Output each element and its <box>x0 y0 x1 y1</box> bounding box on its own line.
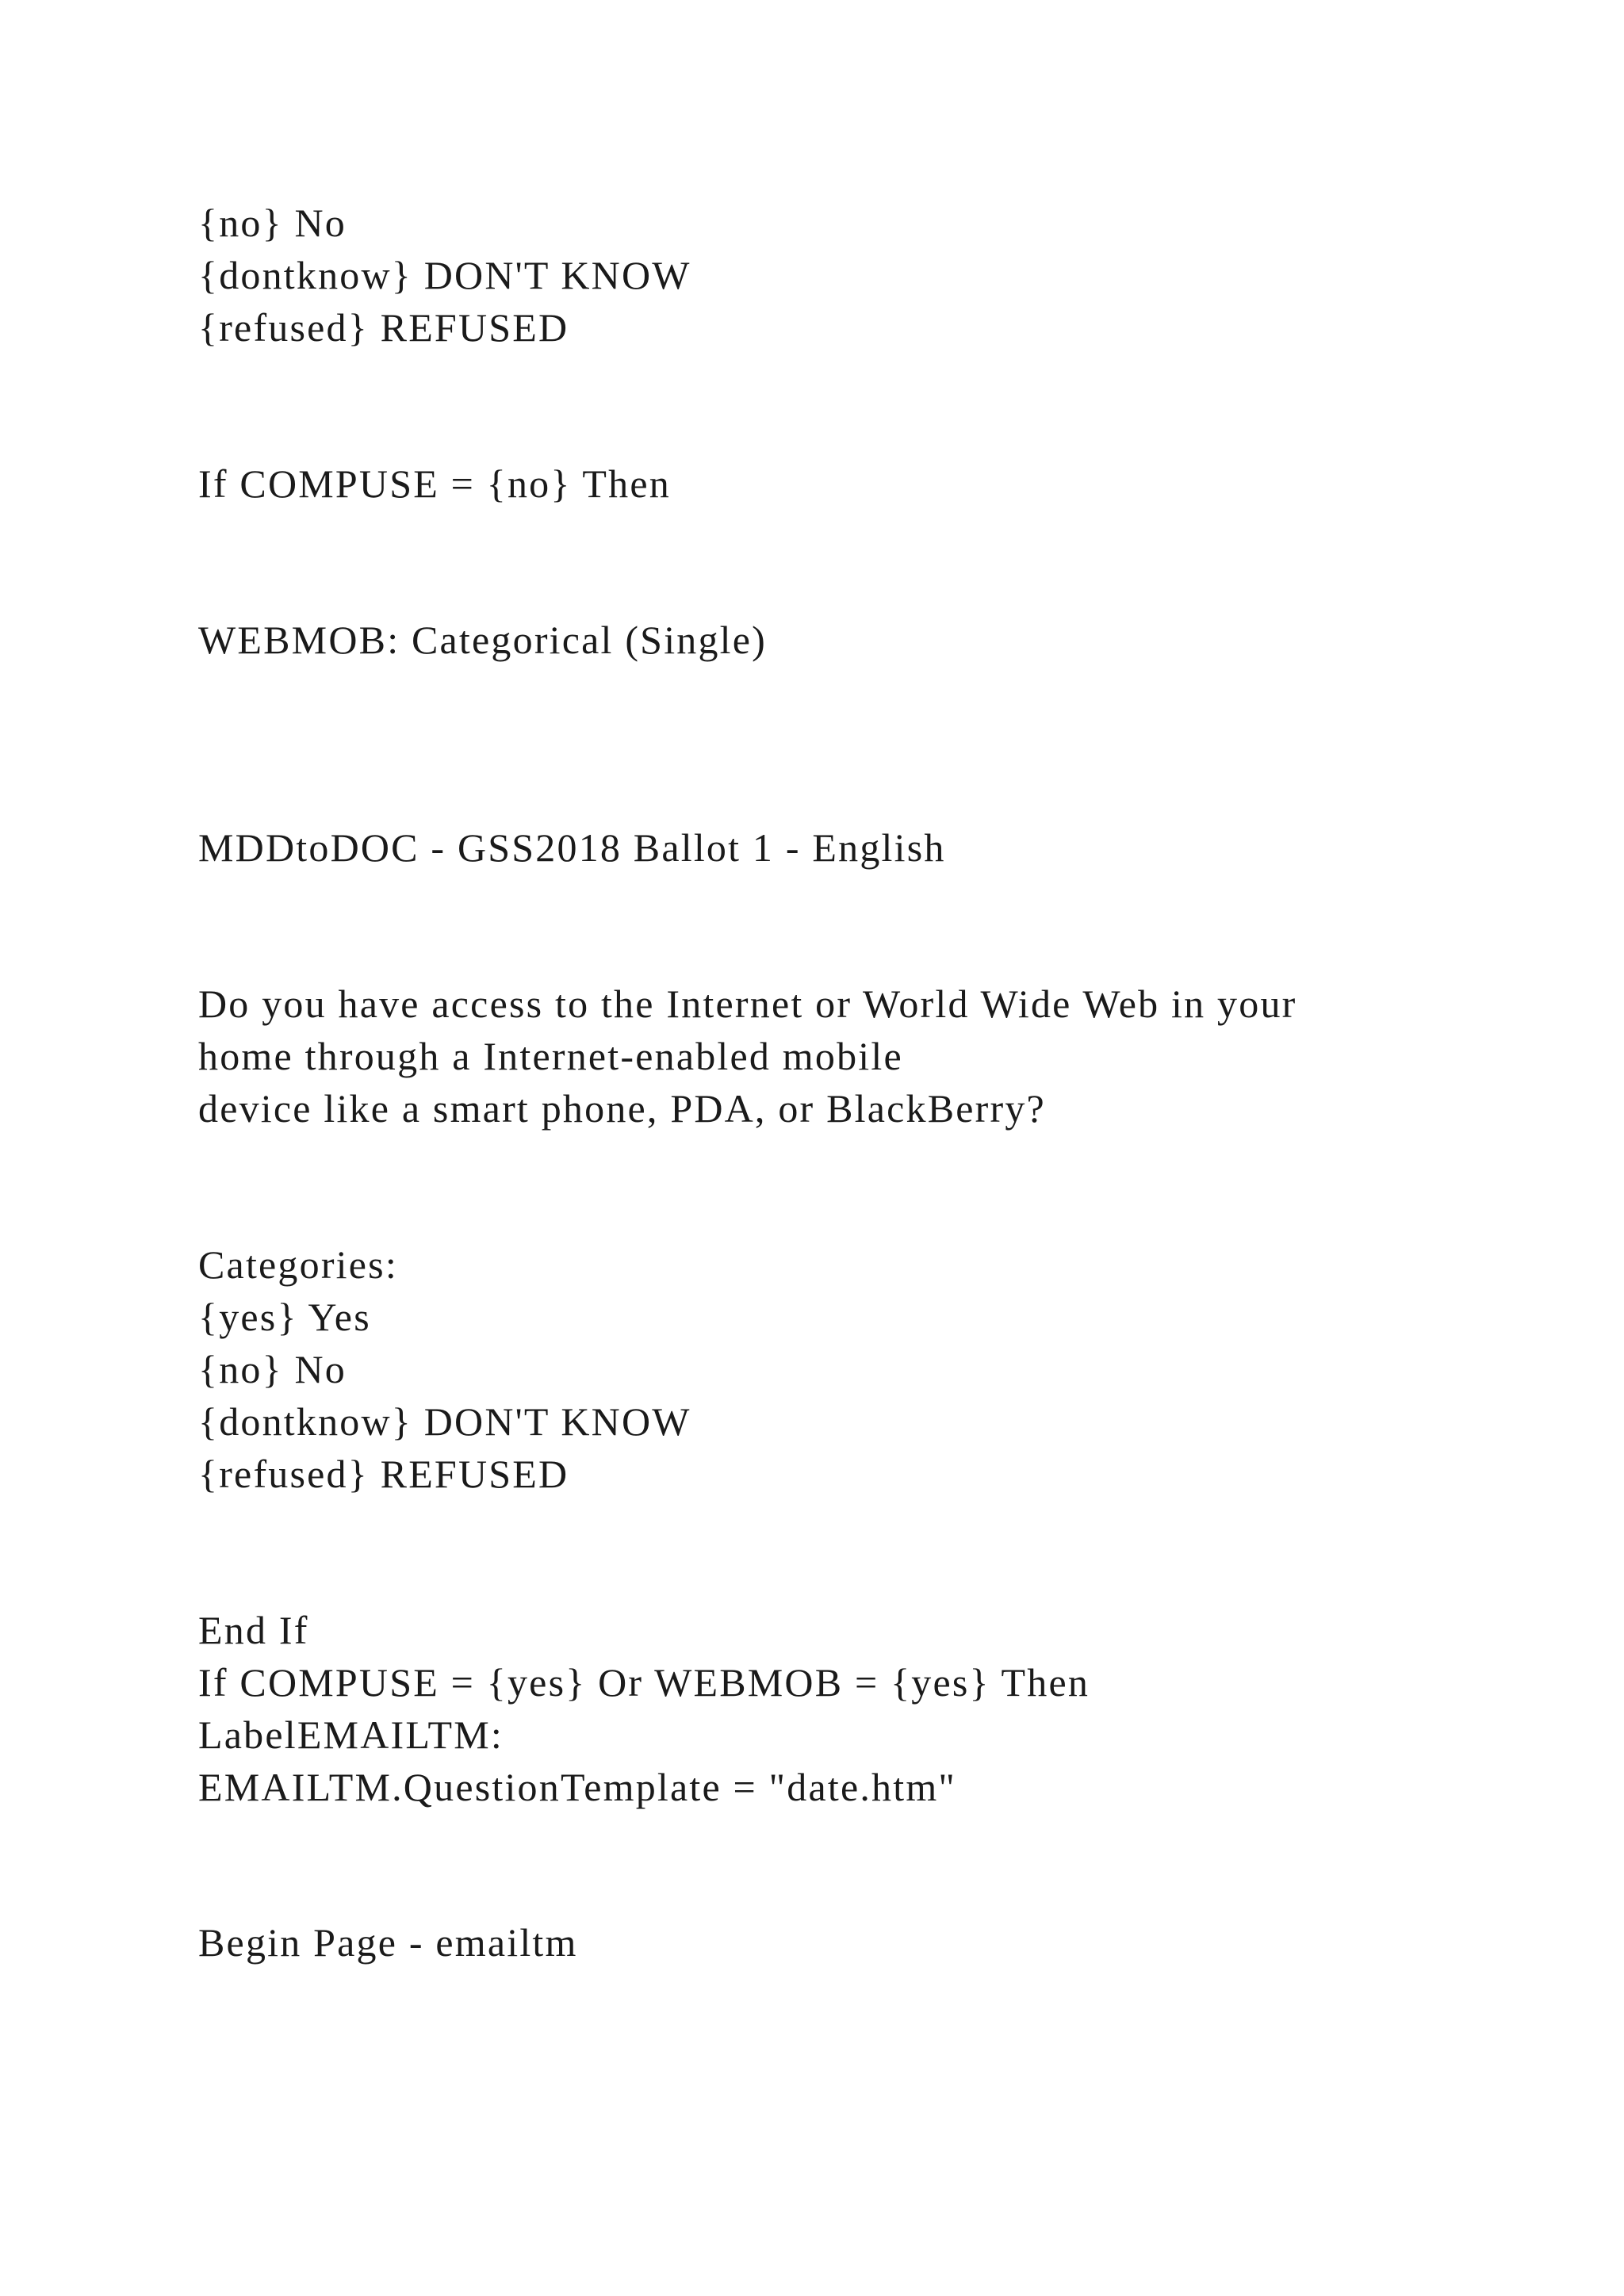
end-if-line: End If <box>198 1608 309 1652</box>
condition-compuse-no: If COMPUSE = {no} Then <box>198 461 671 506</box>
label-line: LabelEMAILTM: <box>198 1712 504 1757</box>
category-option-refused: {refused} REFUSED <box>198 1452 569 1496</box>
category-option-no: {no} No <box>198 1347 347 1391</box>
document-header: MDDtoDOC - GSS2018 Ballot 1 - English <box>198 825 946 870</box>
webmob-question-heading: WEBMOB: Categorical (Single) <box>198 618 768 662</box>
begin-page-line: Begin Page - emailtm <box>198 1920 578 1965</box>
category-option-no: {no} No <box>198 201 347 245</box>
category-list <box>198 1238 691 1500</box>
question-line: home through a Internet-enabled mobile <box>198 1034 903 1078</box>
question-line: device like a smart phone, PDA, or BlackBerry? <box>198 1086 1046 1131</box>
question-line: Do you have access to the Internet or World Wide Web in your <box>198 982 1297 1026</box>
question-text <box>198 978 1297 1135</box>
category-option-yes: {yes} Yes <box>198 1295 371 1339</box>
category-option-dontknow: {dontknow} DON'T KNOW <box>198 1399 691 1444</box>
category-list-continued <box>198 197 691 354</box>
condition-line: If COMPUSE = {yes} Or WEBMOB = {yes} Then <box>198 1660 1090 1705</box>
routing-logic <box>198 1604 1090 1813</box>
category-option-refused: {refused} REFUSED <box>198 305 569 350</box>
categories-label: Categories: <box>198 1242 398 1287</box>
template-line: EMAILTM.QuestionTemplate = "date.htm" <box>198 1765 957 1809</box>
category-option-dontknow: {dontknow} DON'T KNOW <box>198 253 691 297</box>
